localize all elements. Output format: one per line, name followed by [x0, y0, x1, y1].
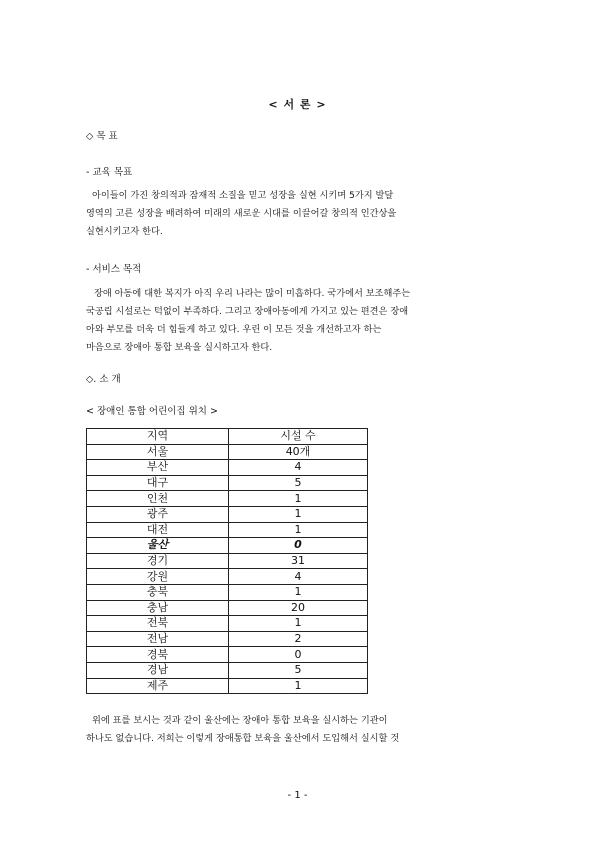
table-row	[87, 506, 368, 522]
region-cell: 대전	[87, 522, 229, 538]
region-cell: 충남	[87, 600, 229, 616]
intro-heading: ◇. 소 개	[86, 374, 121, 385]
edu-goal-heading: - 교육 목표	[86, 167, 133, 178]
region-cell: 서울	[87, 444, 229, 460]
table-row	[87, 460, 368, 476]
table-row	[87, 584, 368, 600]
region-cell: 제주	[87, 678, 229, 694]
table-row	[87, 538, 368, 554]
header-region: 지역	[87, 429, 229, 445]
service-line: 아와 부모를 더욱 더 힘들게 하고 있다. 우린 이 모든 것을 개선하고자 하는	[86, 324, 382, 335]
count-cell: 0	[229, 538, 368, 554]
table-row	[87, 553, 368, 569]
closing-paragraph	[86, 712, 514, 748]
region-cell: 경북	[87, 647, 229, 663]
service-line: 마음으로 장애아 통합 보육을 실시하고자 한다.	[86, 342, 273, 353]
closing-line: 위에 표를 보시는 것과 같이 울산에는 장애아 통합 보육을 실시하는 기관이	[92, 715, 388, 726]
count-cell: 1	[229, 678, 368, 694]
goals-heading: ◇ 목 표	[86, 131, 118, 142]
count-cell: 1	[229, 584, 368, 600]
service-heading: - 서비스 목적	[86, 264, 142, 275]
count-cell: 4	[229, 569, 368, 585]
region-cell: 전남	[87, 631, 229, 647]
table-row	[87, 616, 368, 632]
closing-line: 하나도 없습니다. 저희는 이렇게 장애통합 보육을 울산에서 도입해서 실시할 것	[86, 733, 400, 744]
table-row	[87, 491, 368, 507]
table-row	[87, 444, 368, 460]
region-cell: 경기	[87, 553, 229, 569]
region-cell: 강원	[87, 569, 229, 585]
table-row	[87, 678, 368, 694]
table-row	[87, 475, 368, 491]
count-cell: 40개	[229, 444, 368, 460]
region-cell: 광주	[87, 506, 229, 522]
count-cell: 31	[229, 553, 368, 569]
table-row	[87, 600, 368, 616]
region-cell: 충북	[87, 584, 229, 600]
count-cell: 1	[229, 491, 368, 507]
region-cell: 전북	[87, 616, 229, 632]
count-cell: 4	[229, 460, 368, 476]
header-count: 시설 수	[229, 429, 368, 445]
count-cell: 1	[229, 616, 368, 632]
count-cell: 5	[229, 475, 368, 491]
table-header-row	[87, 429, 368, 445]
service-paragraph	[86, 285, 514, 357]
region-cell: 대구	[87, 475, 229, 491]
region-cell: 경남	[87, 662, 229, 678]
table-caption: < 장애인 통합 어린이집 위치 >	[86, 406, 218, 417]
table-row	[87, 522, 368, 538]
region-cell: 부산	[87, 460, 229, 476]
edu-goal-line: 아이들이 가진 창의적과 잠재적 소질을 믿고 성장을 실현 시키며 5가지 발달	[92, 190, 394, 201]
region-cell: 울산	[87, 538, 229, 554]
edu-goal-paragraph	[86, 187, 514, 241]
count-cell: 1	[229, 522, 368, 538]
count-cell: 2	[229, 631, 368, 647]
count-cell: 1	[229, 506, 368, 522]
service-line: 국공립 시설로는 턱없이 부족하다. 그리고 장애아동에게 가지고 있는 편견은 장애	[86, 306, 409, 317]
table-row	[87, 647, 368, 663]
facilities-table	[86, 428, 368, 694]
table-row	[87, 631, 368, 647]
page-title: < 서 론 >	[268, 98, 327, 111]
edu-goal-line: 실현시키고자 한다.	[86, 226, 163, 237]
edu-goal-line: 영역의 고른 성장을 배려하여 미래의 새로운 시대를 이끌어갈 창의적 인간상을	[86, 208, 397, 219]
count-cell: 5	[229, 662, 368, 678]
page-number: - 1 -	[287, 790, 308, 801]
table-row	[87, 569, 368, 585]
count-cell: 20	[229, 600, 368, 616]
region-cell: 인천	[87, 491, 229, 507]
service-line: 장애 아동에 대한 복지가 아직 우리 나라는 많이 미흡하다. 국가에서 보조해주는	[94, 288, 411, 299]
count-cell: 0	[229, 647, 368, 663]
table-row	[87, 662, 368, 678]
